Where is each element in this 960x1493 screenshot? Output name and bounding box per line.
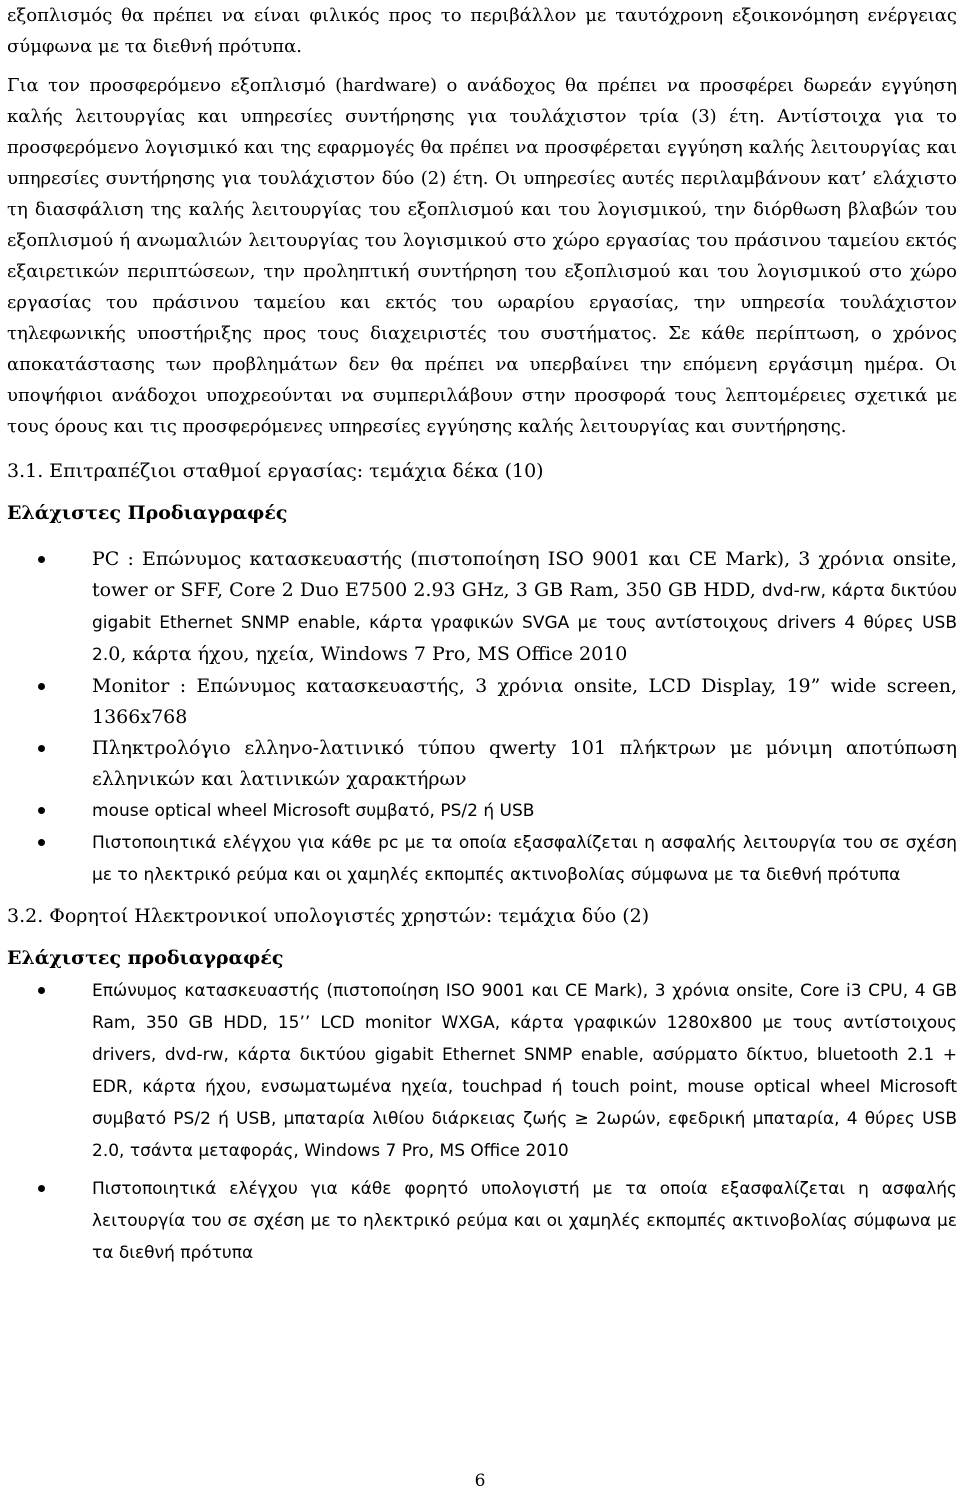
page-number: 6: [474, 1471, 486, 1491]
list-item-mouse: [7, 795, 957, 827]
intro-paragraph-1: [7, 0, 957, 62]
bullet-icon: [38, 839, 45, 846]
laptop-spec-text-a: Επώνυμος κατασκευαστής (πιστοποίηση ISO 9001 και CE Mark), 3 χρόνια onsite, Core i3 CPU, 4 GB Ram, 350 GB HDD, 15’’ LCD monitor WXGA, κάρτα γραφικών 1280x800 με τους αντίστοιχους drivers, dvd-rw, κάρτα δικτύου gigabit Ethernet SNMP enable, ασύρματο δίκτυο, bluetooth 2.1 + EDR, κάρτα ήχου, ενσωματωμένα ηχεία, touchpad ή touch point, mouse optical wheel Microsoft συμβατό PS/2 ή USB, μπαταρία λιθίου διάρκειας ζωής: [92, 981, 957, 1129]
bullet-icon: [38, 807, 45, 814]
intro-text-2a: Για τον προσφερόμενο εξοπλισμό (hardware) ο ανάδοχος θα πρέπει να προσφέρει δωρεάν εγγύηση καλής λειτουργίας και υπηρεσίες συντήρησης για τουλάχιστον τρία (3) έτη.: [7, 75, 957, 127]
intro-text-2c: Οι υπηρεσίες αυτές περιλαμβάνουν κατ’ ελάχιστο τη διασφάλιση της καλής λειτουργίας του εξοπλισμού και του λογισμικού, την διόρθωση βλαβών του εξοπλισμού ή ανωμαλιών λειτουργίας του λογισμικού στο χώρο εργασίας του πράσινου ταμείου εκτός εξαιρετικών περιπτώσεων, την προληπτική συντήρηση του εξοπλισμού και του λογισμικού στο χώρο εργασίας του πράσινου ταμείου και εκτός του ωραρίου εργασίας, την υπηρεσία τουλάχιστον τηλεφωνικής υποστήριξης προς τους διαχειριστές του συστήματος. Σε κάθε περίπτωση, ο χρόνος αποκατάστασης των προβλημάτων δεν θα πρέπει να υπερβαίνει την επόμενη εργάσιμη ημέρα. Οι υποψήφιοι ανάδοχοι υποχρεούνται να συμπεριλάβουν στην προσφορά τους λεπτομέρειες σχετικά με τους όρους και τις προσφερόμενες υπηρεσίες εγγύησης καλής λειτουργίας και συντήρησης.: [7, 168, 957, 437]
monitor-spec-text: Monitor : Επώνυμος κατασκευαστής, 3 χρόνια onsite, LCD Display, 19” wide screen, 1366x768: [92, 675, 957, 728]
list-item-laptop-certificate: [7, 1173, 957, 1269]
pc-spec-text-a: PC : Επώνυμος κατασκευαστής (πιστοποίηση ISO 9001 και CE Mark), 3 χρόνια onsite, tower or SFF, Core 2 Duo E7500 2.93 GHz, 3 GB Ram, 350 GB HDD,: [92, 548, 957, 601]
laptop-certificate-text: Πιστοποιητικά ελέγχου για κάθε φορητό υπολογιστή με τα οποία εξασφαλίζεται η ασφαλής λειτουργία του σε σχέση με το ηλεκτρικό ρεύμα και οι χαμηλές εκπομπές ακτινοβολίας σύμφωνα με τα διεθνή πρότυπα: [92, 1179, 957, 1263]
section-31-spec-list: [7, 544, 957, 891]
laptop-spec-text-b: 2ωρών, εφεδρική μπαταρία, 4 θύρες USB 2.0, τσάντα μεταφοράς, Windows 7 Pro, MS Office 2010: [92, 1109, 957, 1161]
bullet-icon: [38, 1185, 45, 1192]
list-item-monitor: [7, 671, 957, 733]
intro-paragraph-2: [7, 70, 957, 442]
bullet-icon: [38, 556, 45, 563]
list-item-keyboard: [7, 733, 957, 795]
pc-spec-text-b: dvd-rw, κάρτα δικτύου gigabit Ethernet SNMP enable, κάρτα γραφικών SVGA με τους αντίστοιχους drivers 4 θύρες USB 2.: [92, 581, 957, 665]
document-page: [7, 0, 957, 1269]
intro-text-1: εξοπλισμός θα πρέπει να είναι φιλικός προς το περιβάλλον με ταυτόχρονη εξοικονόμηση ενέργειας σύμφωνα με τα διεθνή πρότυπα.: [7, 5, 957, 57]
list-item-certificate: [7, 827, 957, 891]
bullet-icon: [38, 745, 45, 752]
section-32-spec-heading: Ελάχιστες προδιαγραφές: [7, 947, 284, 969]
greater-equal-symbol: ≥: [574, 1109, 589, 1129]
section-31-spec-heading: Ελάχιστες Προδιαγραφές: [7, 502, 288, 524]
list-item-laptop: [7, 975, 957, 1167]
mouse-spec-text: mouse optical wheel Microsoft συμβατό, PS/2 ή USB: [92, 801, 535, 821]
section-31-title: 3.1. Επιτραπέζιοι σταθμοί εργασίας: τεμάχια δέκα (10): [7, 460, 544, 482]
pc-spec-text-c: 0, κάρτα ήχου, ηχεία, Windows 7 Pro, MS Office 2010: [108, 643, 628, 665]
list-item-pc: [7, 544, 957, 671]
section-32-spec-list: [7, 975, 957, 1269]
section-32-title: 3.2. Φορητοί Ηλεκτρονικοί υπολογιστές χρηστών: τεμάχια δύο (2): [7, 905, 650, 927]
bullet-icon: [38, 987, 45, 994]
bullet-icon: [38, 683, 45, 690]
certificate-spec-text: Πιστοποιητικά ελέγχου για κάθε pc με τα οποία εξασφαλίζεται η ασφαλής λειτουργία του σε σχέση με το ηλεκτρικό ρεύμα και οι χαμηλές εκπομπές ακτινοβολίας σύμφωνα με τα διεθνή πρότυπα: [92, 833, 957, 885]
intro-text-2b: Αντίστοιχα για το προσφερόμενο λογισμικό και της εφαρμογές θα πρέπει να προσφέρεται εγγύηση καλής λειτουργίας και υπηρεσίες συντήρησης για τουλάχιστον δύο (2) έτη.: [7, 106, 957, 189]
keyboard-spec-text: Πληκτρολόγιο ελληνο-λατινικό τύπου qwerty 101 πλήκτρων με μόνιμη αποτύπωση ελληνικών και λατινικών χαρακτήρων: [92, 737, 957, 790]
